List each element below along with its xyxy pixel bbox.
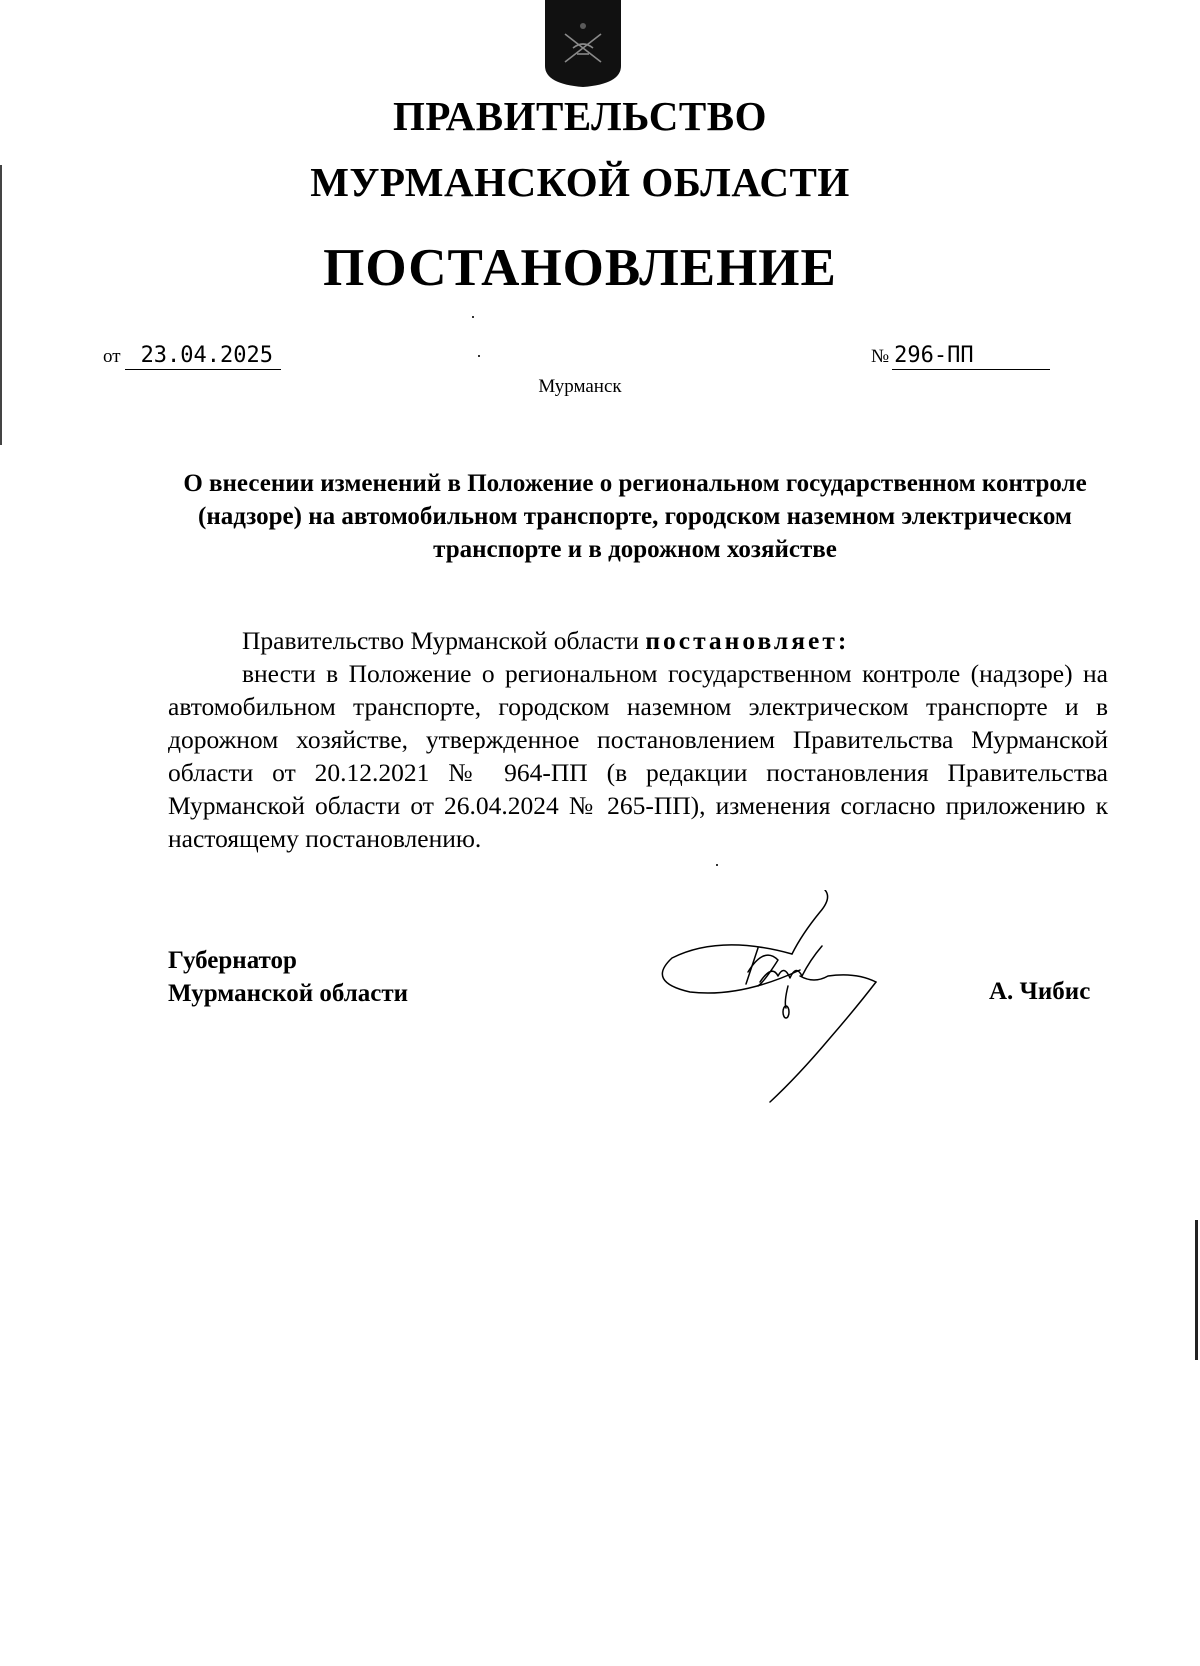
scan-edge-left (0, 165, 2, 445)
date-prefix: от (103, 346, 121, 367)
signer-position-line-1: Губернатор (168, 947, 297, 974)
document-subject: О внесении изменений в Положение о региональном государственном контроле (надзоре) на автомобильном транспорте, городском наземном электрическом транспорте и в дорожном хозяйстве (183, 470, 1087, 563)
preamble-paragraph (168, 624, 1108, 657)
number-block (871, 343, 1050, 370)
document-number: 296-ПП (892, 343, 1049, 370)
number-prefix: № (871, 346, 890, 367)
coat-of-arms-icon (543, 0, 623, 88)
signer-position-line-2: Мурманской области (168, 980, 409, 1007)
city-name: Мурманск (538, 376, 622, 397)
organization-name-line-2: МУРМАНСКОЙ ОБЛАСТИ (310, 159, 850, 205)
handwritten-signature (660, 890, 930, 1110)
date-block (103, 343, 281, 370)
scan-speck (716, 864, 718, 866)
scan-speck (478, 355, 480, 357)
operative-paragraph: внести в Положение о региональном государственном контроле (надзоре) на автомобильном транспорте, городском наземном электрическом транспорте и в дорожном хозяйстве, утвержденное постановлением Правительства Мурманской области от 20.12.2021 № 964-ПП (в редакции постановления Правительства Мурманской области от 26.04.2024 № 265-ПП), изменения согласно приложению к настоящему постановлению. (168, 659, 1108, 853)
signer-name: А. Чибис (989, 978, 1091, 1005)
scan-edge-right (1195, 1220, 1198, 1360)
organization-name-line-1: ПРАВИТЕЛЬСТВО (392, 93, 768, 139)
document-date: 23.04.2025 (125, 343, 281, 370)
preamble-subject: Правительство Мурманской области (242, 626, 639, 655)
preamble-verb: постановляет: (645, 626, 850, 655)
scan-speck (472, 316, 474, 318)
signer-position (168, 944, 408, 1010)
document-type-title: ПОСТАНОВЛЕНИЕ (323, 239, 837, 297)
